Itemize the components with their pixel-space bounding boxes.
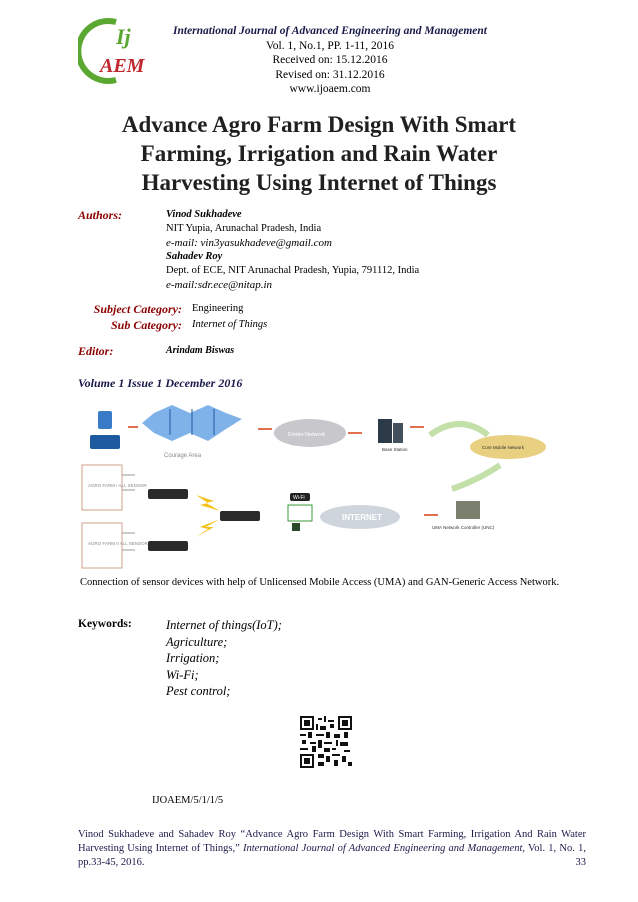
author-1-affiliation: NIT Yupia, Arunachal Pradesh, India [166,223,322,234]
keywords-list [166,617,282,700]
journal-name: International Journal of Advanced Engineering and Management [173,25,487,37]
server-icon [378,419,392,443]
keyword-item: Agriculture; [166,634,228,649]
uma-label: UMA Network Controller (UNC) [432,525,495,530]
lightning-icon [196,495,220,511]
page-number: 33 [575,857,586,868]
journal-header [160,24,500,97]
author-1-name: Vinod Sukhadeve [166,209,242,220]
sub-category-value: Internet of Things [192,319,268,330]
router-icon [148,541,188,551]
reference-code: IJOAEM/5/1/1/5 [152,795,224,806]
journal-website[interactable]: www.ijoaem.com [289,83,371,95]
revised-date: Revised on: 31.12.2016 [275,68,385,81]
title-line-3: Harvesting Using Internet of Things [141,170,497,195]
category-labels [88,301,182,333]
router-icon [148,489,188,499]
citation-text: Vinod Sukhadeve and Sahadev Roy “Advance Agro Farm Design With Smart Farming, Irrigation And Rain Water Harvesting Using Internet of Things,” [78,829,586,854]
received-date: Received on: 15.12.2016 [272,54,388,66]
finder-label: Finder Network [288,432,326,438]
subject-category-label: Subject Category: [93,302,182,316]
subject-category-value: Engineering [192,303,244,314]
title-line-1: Advance Agro Farm Design With Smart [121,112,517,137]
wifi-label: Wi-Fi [293,495,305,501]
wifi-box [288,505,312,521]
curved-arrow [430,424,488,435]
logo-ij: Ij [116,24,131,49]
editor-label: Editor: [78,344,114,358]
author-1-email[interactable]: e-mail: vin3yasukhadeve@gmail.com [166,237,332,249]
citation-end: Vol. 1, No. 1, pp.33-45, 2016. [78,843,586,868]
internet-label: INTERNET [342,513,382,522]
author-2-affiliation: Dept. of ECE, NIT Arunachal Pradesh, Yupia, 791112, India [166,265,420,276]
tablet-icon [90,435,120,449]
lightning-icon [196,519,220,537]
category-values [192,301,267,333]
issue-line: Volume 1 Issue 1 December 2016 [78,376,243,390]
keyword-item: Irrigation; [166,651,220,665]
editor-name: Arindam Biswas [166,345,235,356]
citation-footer [78,828,586,870]
title-line-2: Farming, Irrigation and Rain Water [140,141,498,166]
sensor-1-label: AGRO FARM I ALL SENSOR [88,483,147,488]
phone-icon [98,411,112,429]
coverage-area [142,405,242,459]
paper-title [60,110,578,197]
authors-block [166,208,566,292]
router-icon [220,511,260,521]
qr-code-icon [300,716,352,768]
network-diagram [80,405,550,570]
authors-label: Authors: [78,208,123,222]
sub-category-label: Sub Category: [110,318,182,332]
volume-line: Vol. 1, No.1, PP. 1-11, 2016 [265,39,395,52]
author-2-name: Sahadev Roy [166,251,223,262]
figure-caption: Connection of sensor devices with help of Unlicensed Mobile Access (UMA) and GAN-Generic Access Network. [80,577,560,588]
journal-logo [78,16,156,86]
logo-aem: AEM [100,55,145,77]
keyword-item: Internet of things(IoT); [166,618,282,632]
core-label: Core Mobile Network [482,445,525,450]
curved-arrow [452,465,500,489]
server-side [393,423,403,443]
base-label: Base Station [382,447,408,452]
author-2-email[interactable]: e-mail:sdr.ece@nitap.in [166,279,273,291]
sensor-2-label: AGRO FARM II ALL SENSOR [88,541,148,546]
device-icon [292,523,300,531]
coverage-label: Courage Area [164,453,202,459]
keyword-item: Pest control; [166,684,231,698]
keyword-item: Wi-Fi; [166,667,199,682]
keywords-label: Keywords: [78,618,132,630]
uma-controller-icon [456,501,480,519]
citation-journal: International Journal of Advanced Engineering and Management, [243,843,525,854]
